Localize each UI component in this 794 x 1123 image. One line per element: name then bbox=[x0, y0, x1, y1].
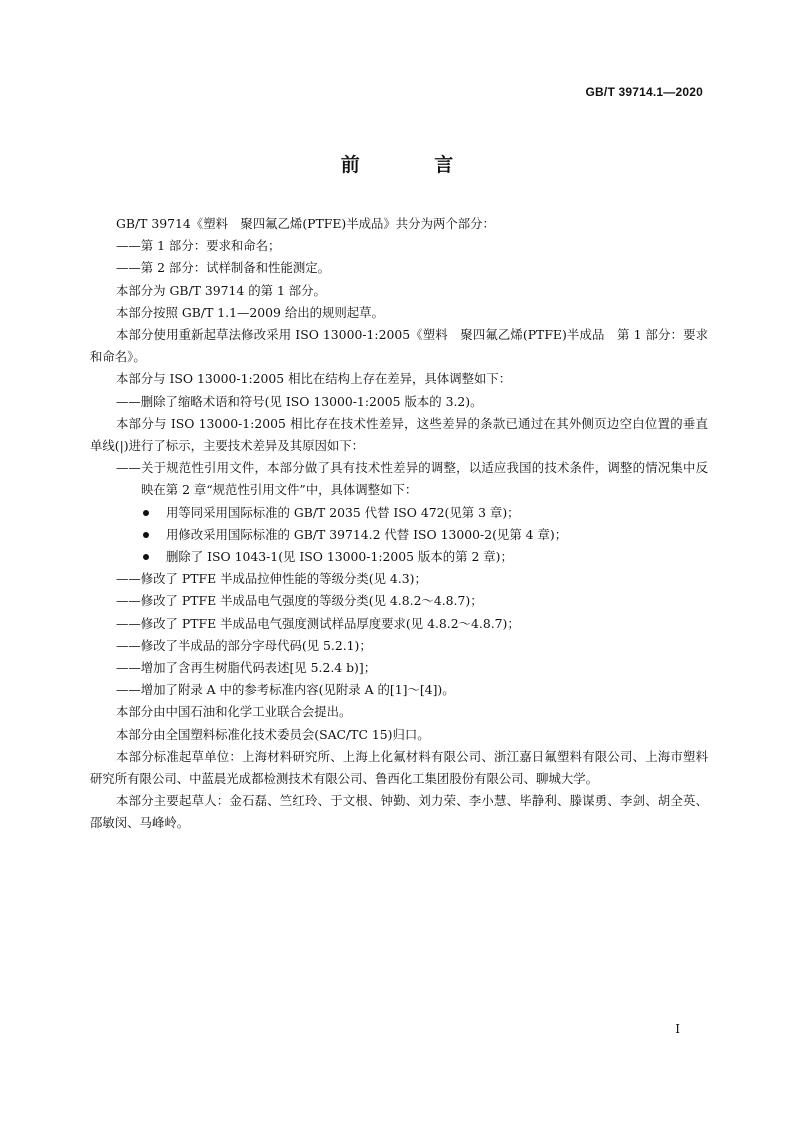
paragraph-drafters: 本部分主要起草人：金石磊、竺红玲、于文根、钟勤、刘力荣、李小慧、毕静利、滕谋勇、李剑、胡全英、邵敏闵、马峰岭。 bbox=[90, 793, 708, 831]
paragraph-technical-diff: 本部分与 ISO 13000-1:2005 相比存在技术性差异，这些差异的条款已通过在其外侧页边空白位置的垂直单线(|)进行了标示，主要技术差异及其原因如下： bbox=[90, 415, 708, 454]
paragraph-part-statement: 本部分为 GB/T 39714 的第 1 部分。 bbox=[116, 282, 326, 298]
list-item-annex-a: ——增加了附录 A 中的参考标准内容(见附录 A 的[1]～[4])。 bbox=[116, 682, 455, 698]
bullet-text: 用修改采用国际标准的 GB/T 39714.2 代替 ISO 13000-2(见第 4 章)； bbox=[166, 526, 568, 542]
list-item-tensile: ——修改了 PTFE 半成品拉伸性能的等级分类(见 4.3)； bbox=[116, 571, 427, 587]
bullet-item bbox=[90, 524, 708, 546]
page-number: I bbox=[675, 1022, 680, 1036]
page-title: 前 言 bbox=[340, 154, 488, 176]
paragraph-proposed-by: 本部分由中国石油和化学工业联合会提出。 bbox=[116, 704, 352, 720]
list-item-deleted-terms: ——删除了缩略术语和符号(见 ISO 13000-1:2005 版本的 3.2)。 bbox=[116, 393, 483, 409]
list-item-recycled-resin: ——增加了含再生树脂代码表述[见 5.2.4 b)]； bbox=[116, 660, 377, 676]
list-item-part1: ——第 1 部分：要求和命名； bbox=[116, 238, 281, 254]
document-body bbox=[90, 213, 708, 835]
bullet-icon bbox=[143, 510, 149, 516]
bullet-text: 用等同采用国际标准的 GB/T 2035 代替 ISO 472(见第 3 章)； bbox=[166, 504, 520, 520]
bullet-icon bbox=[143, 532, 149, 538]
bullet-icon bbox=[143, 554, 149, 560]
paragraph-drafting-units: 本部分标准起草单位：上海材料研究所、上海上化氟材料有限公司、浙江嘉日氟塑料有限公司、上海市塑料研究所有限公司、中蓝晨光成都检测技术有限公司、鲁西化工集团股份有限公司、聊城大学。 bbox=[90, 748, 708, 787]
bullet-item bbox=[90, 546, 708, 568]
bullet-text: 删除了 ISO 1043-1(见 ISO 13000-1:2005 版本的第 2 章)； bbox=[166, 549, 513, 565]
list-item-normative-refs: ——关于规范性引用文件，本部分做了具有技术性差异的调整，以适应我国的技术条件，调整的情况集中反映在第 2 章“规范性引用文件”中，具体调整如下： bbox=[116, 460, 708, 498]
list-item-part2: ——第 2 部分：试样制备和性能测定。 bbox=[116, 260, 331, 276]
paragraph-adoption: 本部分使用重新起草法修改采用 ISO 13000-1:2005《塑料 聚四氟乙烯(PTFE)半成品 第 1 部分：要求和命名》。 bbox=[90, 327, 708, 365]
standard-number: GB/T 39714.1—2020 bbox=[585, 85, 703, 99]
paragraph-drafting-rules: 本部分按照 GB/T 1.1—2009 给出的规则起草。 bbox=[116, 304, 384, 320]
list-item-sample-thickness: ——修改了 PTFE 半成品电气强度测试样品厚度要求(见 4.8.2～4.8.7)； bbox=[116, 615, 520, 631]
paragraph-intro: GB/T 39714《塑料 聚四氟乙烯(PTFE)半成品》共分为两个部分： bbox=[116, 216, 495, 231]
list-item-electric-strength: ——修改了 PTFE 半成品电气强度的等级分类(见 4.8.2～4.8.7)； bbox=[116, 593, 483, 609]
bullet-item bbox=[90, 502, 708, 524]
list-item-letter-codes: ——修改了半成品的部分字母代码(见 5.2.1)； bbox=[116, 637, 372, 653]
paragraph-structural-diff: 本部分与 ISO 13000-1:2005 相比在结构上存在差异，具体调整如下： bbox=[116, 371, 512, 387]
paragraph-under-jurisdiction: 本部分由全国塑料标准化技术委员会(SAC/TC 15)归口。 bbox=[116, 726, 430, 742]
